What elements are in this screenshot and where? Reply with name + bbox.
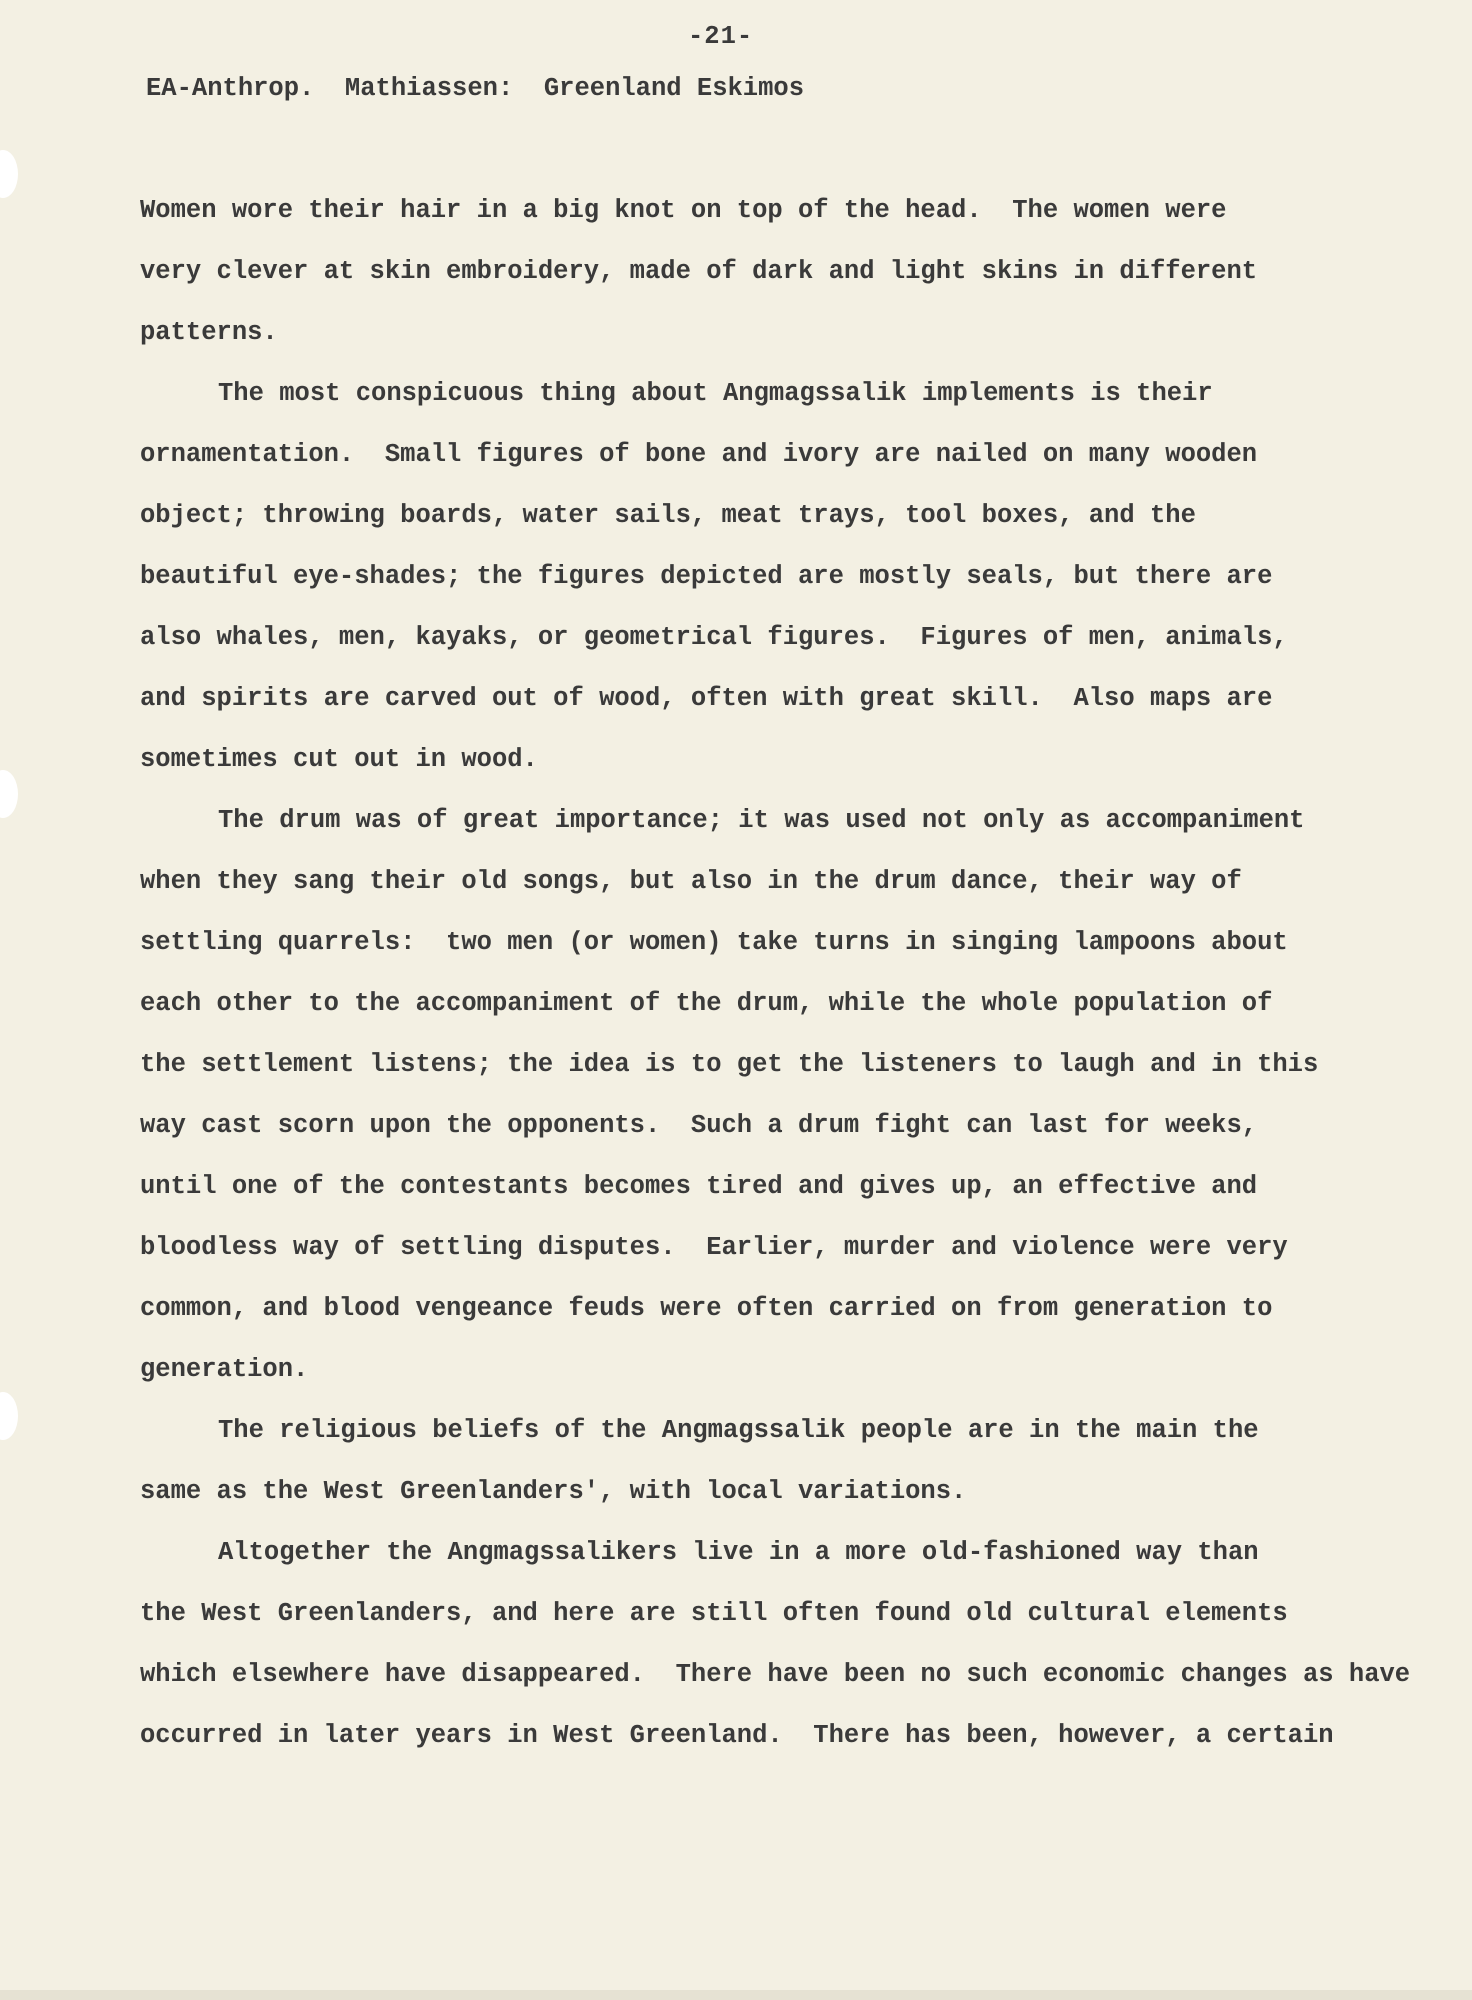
text-line: the West Greenlanders, and here are still often found old cultural elements xyxy=(140,1599,1288,1628)
punch-hole xyxy=(0,770,18,818)
text-line: generation. xyxy=(140,1355,309,1384)
page-bottom-edge xyxy=(0,1990,1472,2000)
text-line: settling quarrels: two men (or women) take turns in singing lampoons about xyxy=(140,928,1288,957)
text-line: very clever at skin embroidery, made of dark and light skins in different xyxy=(140,257,1258,286)
text-line: the settlement listens; the idea is to get the listeners to laugh and in this xyxy=(140,1050,1319,1079)
text-line: The most conspicuous thing about Angmagssalik implements is their xyxy=(218,379,1213,408)
punch-hole xyxy=(0,150,18,198)
text-line: until one of the contestants becomes tired and gives up, an effective and xyxy=(140,1172,1258,1201)
text-line: same as the West Greenlanders', with local variations. xyxy=(140,1477,967,1506)
punch-hole xyxy=(0,1392,18,1440)
text-line: and spirits are carved out of wood, often with great skill. Also maps are xyxy=(140,684,1273,713)
text-line: ornamentation. Small figures of bone and ivory are nailed on many wooden xyxy=(140,440,1258,469)
text-line: sometimes cut out in wood. xyxy=(140,745,538,774)
text-line: Altogether the Angmagssalikers live in a more old-fashioned way than xyxy=(218,1538,1259,1567)
page-number: -21- xyxy=(688,22,754,51)
text-line: each other to the accompaniment of the drum, while the whole population of xyxy=(140,989,1273,1018)
text-line: common, and blood vengeance feuds were often carried on from generation to xyxy=(140,1294,1273,1323)
text-line: object; throwing boards, water sails, meat trays, tool boxes, and the xyxy=(140,501,1196,530)
text-line: The religious beliefs of the Angmagssalik people are in the main the xyxy=(218,1416,1259,1445)
text-line: way cast scorn upon the opponents. Such a drum fight can last for weeks, xyxy=(140,1111,1258,1140)
text-line: bloodless way of settling disputes. Earlier, murder and violence were very xyxy=(140,1233,1288,1262)
text-line: The drum was of great importance; it was used not only as accompaniment xyxy=(218,806,1305,835)
body-text xyxy=(140,180,1410,1766)
text-line: which elsewhere have disappeared. There have been no such economic changes as have xyxy=(140,1660,1411,1689)
text-line: patterns. xyxy=(140,318,278,347)
text-line: beautiful eye-shades; the figures depicted are mostly seals, but there are xyxy=(140,562,1273,591)
text-line: occurred in later years in West Greenland. There has been, however, a certain xyxy=(140,1721,1334,1750)
text-line: when they sang their old songs, but also in the drum dance, their way of xyxy=(140,867,1242,896)
text-line: Women wore their hair in a big knot on top of the head. The women were xyxy=(140,196,1227,225)
text-line: also whales, men, kayaks, or geometrical figures. Figures of men, animals, xyxy=(140,623,1288,652)
running-header: EA-Anthrop. Mathiassen: Greenland Eskimos xyxy=(146,74,805,103)
